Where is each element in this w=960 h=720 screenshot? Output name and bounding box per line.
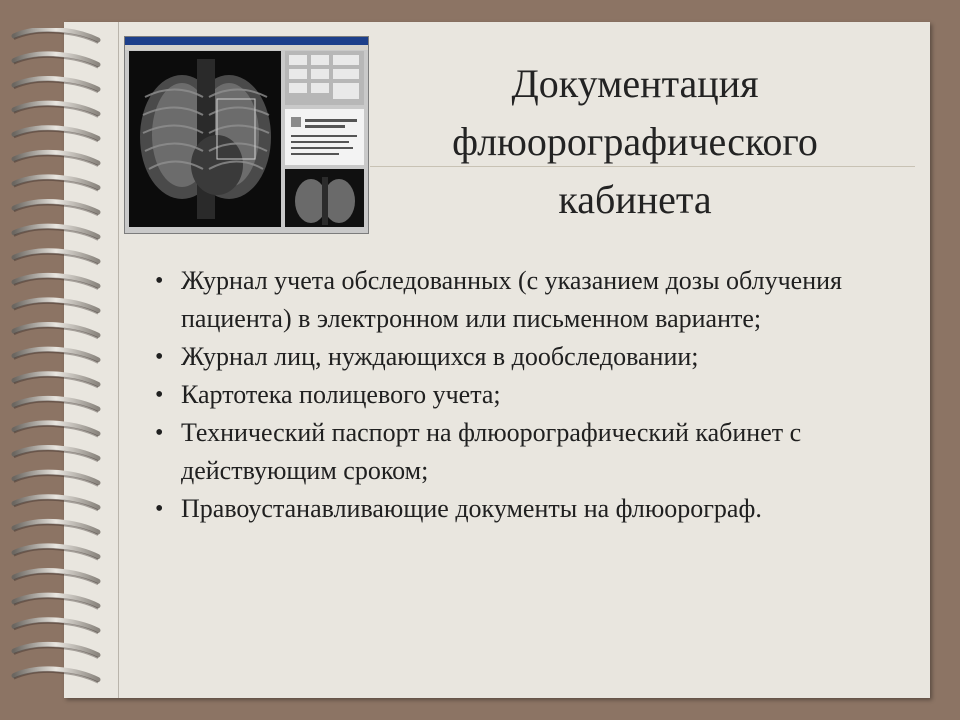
list-item-text: Технический паспорт на флюорографический кабинет с действующим сроком; (181, 418, 802, 485)
bullet-dot-icon: • (155, 382, 164, 408)
list-item-text: Журнал лиц, нуждающихся в дообследовании; (181, 342, 699, 371)
bullet-dot-icon: • (155, 496, 164, 522)
list-item-text: Правоустанавливающие документы на флюорограф. (181, 494, 762, 523)
slide-title (405, 55, 865, 229)
list-item (152, 376, 852, 414)
document-list (152, 262, 852, 528)
chest-xray-screenshot (124, 36, 369, 234)
list-item-text: Журнал учета обследованных (с указанием дозы облучения пациента) в электронном или письменном варианте; (181, 266, 842, 333)
list-item (152, 262, 852, 338)
spiral-binding (0, 28, 110, 698)
page-margin-line (118, 22, 119, 698)
list-item (152, 414, 852, 490)
slide-title-line-2: флюорографического (452, 119, 818, 164)
slide-title-line-3: кабинета (558, 177, 712, 222)
bullet-dot-icon: • (155, 420, 164, 446)
list-item-text: Картотека полицевого учета; (181, 380, 501, 409)
list-item (152, 490, 852, 528)
bullet-dot-icon: • (155, 268, 164, 294)
list-item (152, 338, 852, 376)
slide-title-line-1: Документация (511, 61, 759, 106)
bullet-dot-icon: • (155, 344, 164, 370)
